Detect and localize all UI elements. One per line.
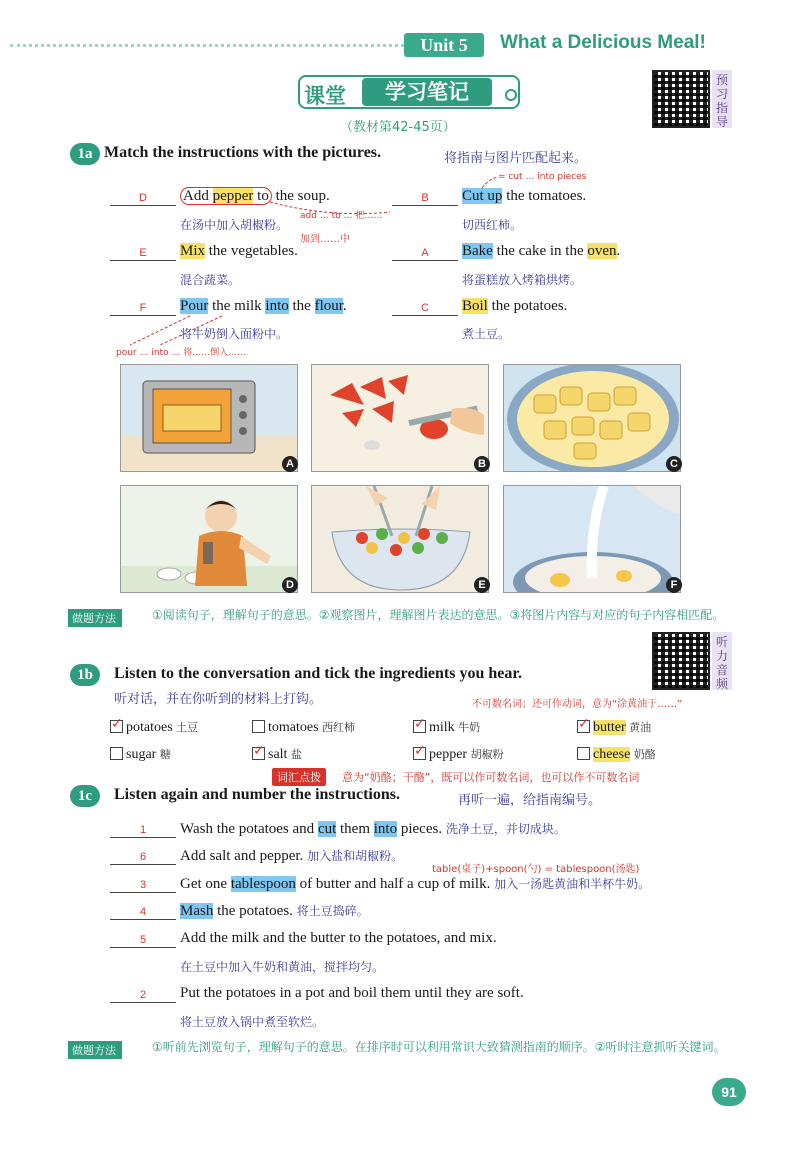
unit-title: What a Delicious Meal! [500,32,706,53]
checkbox-checked-icon[interactable] [413,720,426,733]
note-cut: = cut … into pieces [498,172,587,182]
answer-blank[interactable]: 6 [110,849,176,865]
page-number: 91 [712,1078,746,1106]
checkbox-icon[interactable] [577,747,590,760]
answer-blank[interactable]: 3 [110,877,176,893]
answer-blank[interactable]: A [392,245,458,261]
checkbox-checked-icon[interactable] [413,747,426,760]
note-add-cn: 加到……中 [300,234,350,245]
tip-tag: 做题方法 [68,609,122,627]
answer-blank[interactable]: B [392,190,458,206]
answer-blank[interactable]: C [392,300,458,316]
instruction-text: Wash the potatoes and cut them into pieces. 洗净土豆，并切成块。 [180,821,566,837]
ingredient-cheese[interactable]: cheese 奶酪 [577,746,656,763]
checkbox-icon[interactable] [252,720,265,733]
ingredient-salt[interactable]: ✓ salt 盐 [252,746,302,763]
instruction-cn: 煮土豆。 [462,327,511,341]
picture-b [311,364,489,472]
answer-blank[interactable]: F [110,300,176,316]
tablespoon-note: table(桌子)+spoon(勺) = tablespoon(汤匙) [432,864,640,875]
answer-blank[interactable]: 1 [110,822,176,838]
picture-label: E [474,577,490,593]
unit-badge: Unit 5 [404,33,484,57]
instruction-cn: 将蛋糕放入烤箱烘烤。 [462,273,583,287]
cheese-note: 意为“奶酪；干酪”，既可以作可数名词，也可以作不可数名词 [342,771,640,784]
qr-label-preview: 预习指导 [712,70,732,128]
picture-label: D [282,577,298,593]
note-pour: pour … into … 将……倒入…… [116,348,247,358]
instruction-cn: 在汤中加入胡椒粉。 [180,218,289,232]
tip-text: ①听前先浏览句子，理解句子的意思。在排序时可以利用常识大致猜测指南的顺序。②听时注意抓听关键词。 [152,1040,726,1054]
section-title-1b: Listen to the conversation and tick the ingredients you hear. [114,665,523,682]
section-number-1c: 1c [70,785,100,807]
qr-code-icon[interactable] [652,70,710,128]
instruction-text: Bake the cake in the oven. [462,243,621,259]
butter-note: 不可数名词；还可作动词，意为“涂黄油于……” [472,699,683,710]
instruction-text: Add pepper to the soup. [180,188,330,205]
section-title-1a: Match the instructions with the pictures. [104,144,382,161]
answer-blank[interactable]: 4 [110,904,176,920]
picture-label: B [474,456,490,472]
answer-blank[interactable]: 2 [110,987,176,1003]
ingredient-butter[interactable]: ✓ butter 黄油 [577,719,651,736]
instruction-text: Boil the potatoes. [462,298,568,314]
instruction-text: Put the potatoes in a pot and boil them until they are soft. [180,985,524,1001]
instruction-text: Mix the vegetables. [180,243,298,259]
answer-blank[interactable]: D [110,190,176,206]
instruction-text: Get one tablespoon of butter and half a cup of milk. 加入一汤匙黄油和半杯牛奶。 [180,876,651,892]
ingredient-milk[interactable]: ✓ milk 牛奶 [413,719,480,736]
page-subtitle: （教材第42-45页） [340,120,456,135]
vocab-tag: 词汇点拨 [272,768,326,786]
checkbox-checked-icon[interactable] [577,720,590,733]
picture-c [503,364,681,472]
section-title-cn-1a: 将指南与图片匹配起来。 [444,151,588,166]
instruction-cn: 将牛奶倒入面粉中。 [180,327,289,341]
instruction-cn: 切西红柿。 [462,218,523,232]
instruction-text: Pour the milk into the flour. [180,298,347,314]
answer-blank[interactable]: 5 [110,932,176,948]
instruction-text: Add the milk and the butter to the potatoes, and mix. [180,930,497,946]
section-title-cn-1b: 听对话，并在你听到的材料上打钩。 [114,692,323,707]
checkbox-icon[interactable] [110,747,123,760]
picture-d [120,485,298,593]
instruction-cn: 在土豆中加入牛奶和黄油，搅拌均匀。 [180,960,385,974]
header-divider [10,44,410,47]
ingredient-tomatoes[interactable]: tomatoes 西红柿 [252,719,355,736]
instruction-text: Mash the potatoes. 将土豆捣碎。 [180,903,369,919]
picture-label: C [666,456,682,472]
picture-e [311,485,489,593]
section-number-1a: 1a [70,143,100,165]
instruction-cn: 混合蔬菜。 [180,273,241,287]
title-decor-icon [505,89,517,101]
tip-tag: 做题方法 [68,1041,122,1059]
ingredient-potatoes[interactable]: ✓potatoes 土豆 [110,719,198,736]
annotation-lines [100,170,583,360]
ingredient-pepper[interactable]: ✓ pepper 胡椒粉 [413,746,504,763]
ingredient-sugar[interactable]: sugar 糖 [110,746,171,763]
picture-label: A [282,456,298,472]
checkbox-checked-icon[interactable] [252,747,265,760]
note-add: add … to … 把…… [300,211,383,221]
instruction-cn: 将土豆放入锅中煮至软烂。 [180,1015,325,1029]
title-box-left: 课堂 [304,84,346,108]
qr-code-audio-icon[interactable] [652,632,710,690]
section-number-1b: 1b [70,664,100,686]
instruction-text: Add salt and pepper. 加入盐和胡椒粉。 [180,848,404,864]
instruction-text: Cut up the tomatoes. [462,188,587,204]
picture-f [503,485,681,593]
section-title-cn-1c: 再听一遍，给指南编号。 [458,793,602,808]
picture-label: F [666,577,682,593]
section-title-1c: Listen again and number the instructions. [114,786,400,803]
answer-blank[interactable]: E [110,245,176,261]
checkbox-checked-icon[interactable] [110,720,123,733]
tip-text: ①阅读句子，理解句子的意思。②观察图片，理解图片表达的意思。③将图片内容与对应的句子内容相匹配。 [152,608,725,622]
picture-a [120,364,298,472]
title-box-right: 学习笔记 [362,78,492,106]
qr-label-audio: 听力音频 [712,632,732,690]
